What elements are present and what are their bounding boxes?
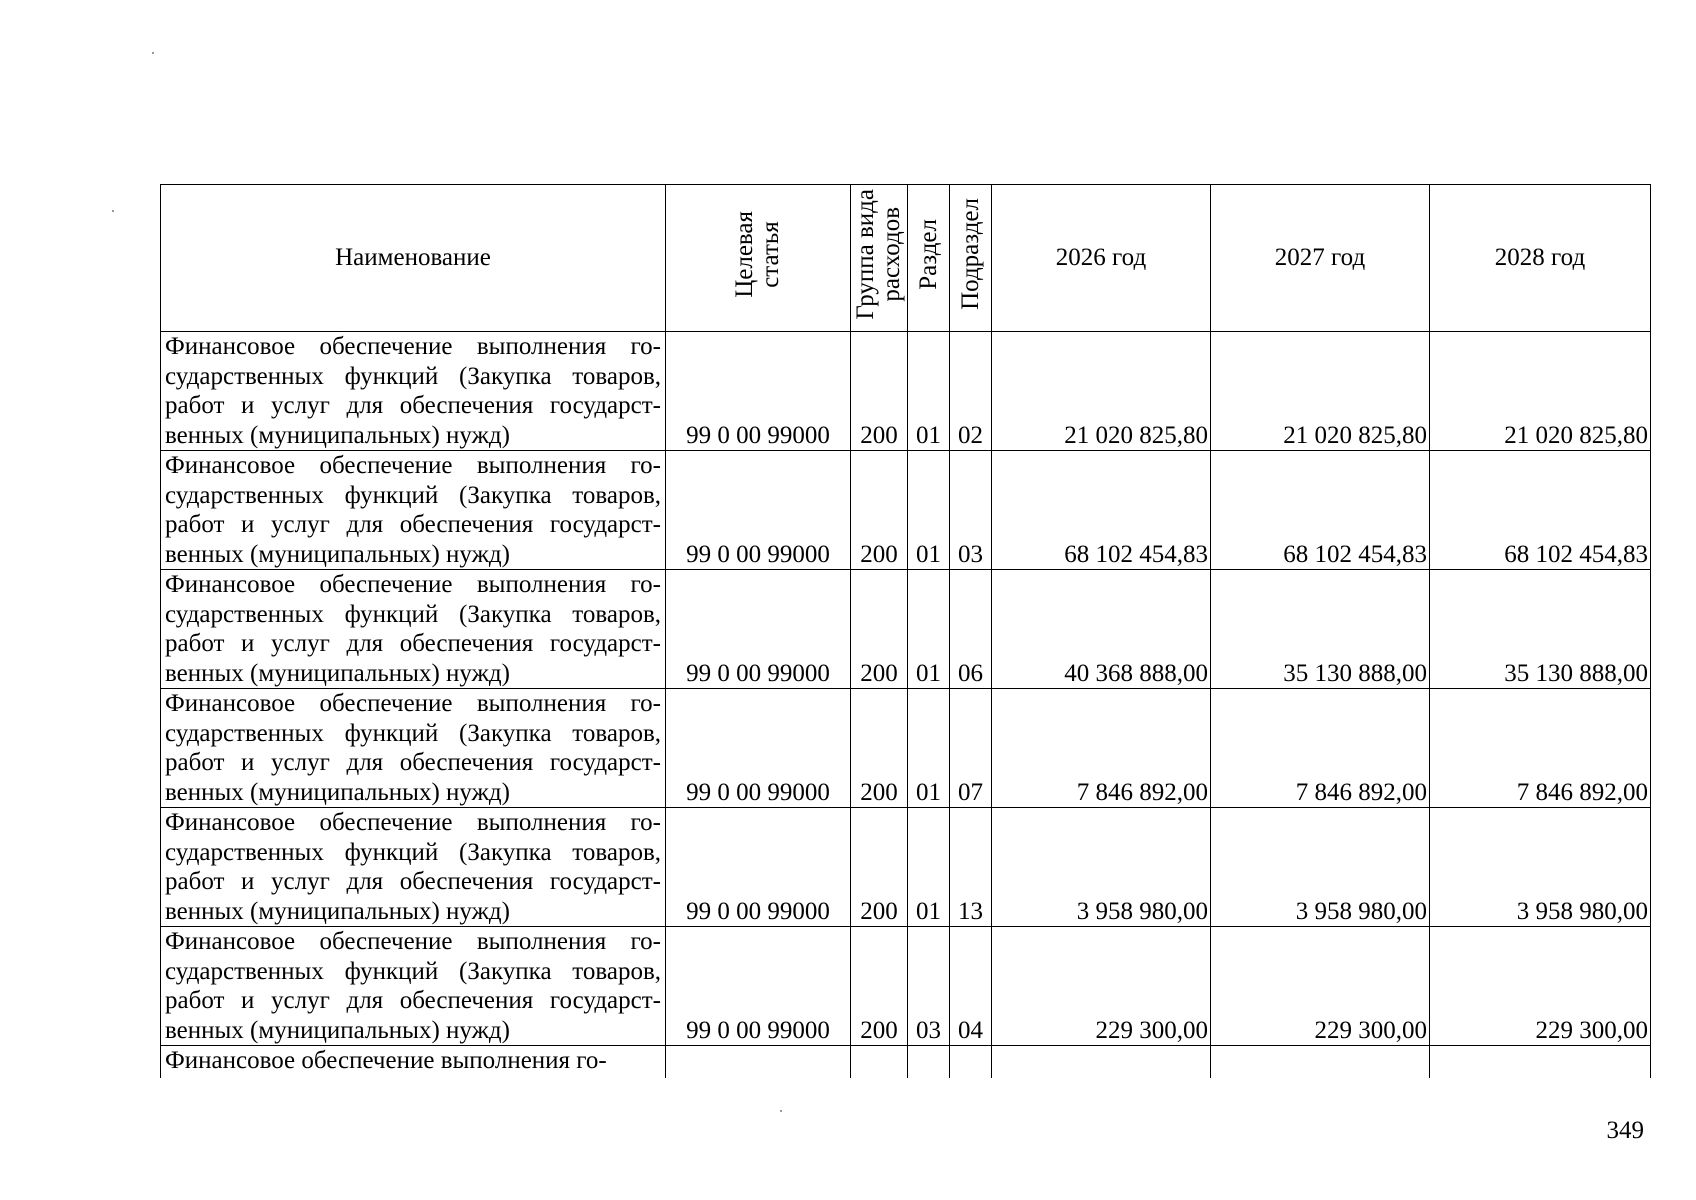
row-section: 03 [908, 927, 950, 1046]
row-expense-group: 200 [851, 927, 908, 1046]
row-amount-2028: 229 300,00 [1430, 927, 1651, 1046]
page-number: 349 [1606, 1117, 1644, 1144]
header-target-article-label: Целевая статья [731, 210, 784, 298]
table-row [161, 570, 1651, 689]
header-section-label: Раздел [914, 218, 942, 290]
table-row [161, 689, 1651, 808]
row-target-article: 99 0 00 99000 [666, 570, 851, 689]
row-section: 01 [908, 451, 950, 570]
row-expense-group: 200 [851, 808, 908, 927]
header-target-article [666, 185, 851, 332]
row-subsection: 13 [950, 808, 992, 927]
row-amount-2028: 35 130 888,00 [1430, 570, 1651, 689]
header-2026: 2026 год [992, 185, 1211, 332]
header-section [908, 185, 950, 332]
row-amount-2026: 21 020 825,80 [992, 332, 1211, 451]
scan-speck [152, 52, 154, 54]
row-subsection: 07 [950, 689, 992, 808]
row-name: Финансовое обеспечение выполнения государственных функций (Закупка товаров, работ и услуг для обеспечения государственных (муниципальных) нужд) [161, 451, 666, 570]
header-subsection [950, 185, 992, 332]
table-row [161, 332, 1651, 451]
row-name: Финансовое обеспечение выполнения государственных функций (Закупка товаров, работ и услуг для обеспечения государственных (муниципальных) нужд) [161, 689, 666, 808]
header-expense-group [851, 185, 908, 332]
table-row [161, 451, 1651, 570]
row-subsection: 03 [950, 451, 992, 570]
row-name: Финансовое обеспечение выполнения государственных функций (Закупка товаров, работ и услуг для обеспечения государственных (муниципальных) нужд) [161, 570, 666, 689]
header-2027: 2027 год [1211, 185, 1430, 332]
row-amount-2028: 7 846 892,00 [1430, 689, 1651, 808]
row-amount-2026: 40 368 888,00 [992, 570, 1211, 689]
row-subsection: 04 [950, 927, 992, 1046]
header-2028: 2028 год [1430, 185, 1651, 332]
row-section: 01 [908, 689, 950, 808]
row-expense-group [851, 1046, 908, 1079]
row-target-article: 99 0 00 99000 [666, 689, 851, 808]
row-target-article: 99 0 00 99000 [666, 808, 851, 927]
table-row-continued [161, 1046, 1651, 1079]
row-target-article: 99 0 00 99000 [666, 451, 851, 570]
row-name: Финансовое обеспечение выполнения государственных функций (Закупка товаров, работ и услуг для обеспечения государственных (муниципальных) нужд) [161, 927, 666, 1046]
row-amount-2026: 68 102 454,83 [992, 451, 1211, 570]
row-expense-group: 200 [851, 332, 908, 451]
row-section: 01 [908, 570, 950, 689]
row-amount-2026: 7 846 892,00 [992, 689, 1211, 808]
row-target-article: 99 0 00 99000 [666, 332, 851, 451]
table-header-row [161, 185, 1651, 332]
row-subsection: 06 [950, 570, 992, 689]
row-subsection: 02 [950, 332, 992, 451]
row-amount-2027: 229 300,00 [1211, 927, 1430, 1046]
row-subsection [950, 1046, 992, 1079]
row-amount-2027 [1211, 1046, 1430, 1079]
row-name: Финансовое обеспечение выполнения государственных функций (Закупка товаров, работ и услуг для обеспечения государственных (муниципальных) нужд) [161, 808, 666, 927]
row-section: 01 [908, 808, 950, 927]
header-name: Наименование [161, 185, 666, 332]
row-expense-group: 200 [851, 570, 908, 689]
table-row [161, 808, 1651, 927]
row-section: 01 [908, 332, 950, 451]
row-amount-2028: 68 102 454,83 [1430, 451, 1651, 570]
row-amount-2026 [992, 1046, 1211, 1079]
header-expense-group-label: Группа вида расходов [852, 188, 905, 320]
row-expense-group: 200 [851, 689, 908, 808]
row-name: Финансовое обеспечение выполнения го- [161, 1046, 666, 1079]
row-amount-2026: 3 958 980,00 [992, 808, 1211, 927]
row-amount-2028 [1430, 1046, 1651, 1079]
row-name: Финансовое обеспечение выполнения государственных функций (Закупка товаров, работ и услуг для обеспечения государственных (муниципальных) нужд) [161, 332, 666, 451]
table-row [161, 927, 1651, 1046]
scan-speck [112, 210, 114, 212]
row-amount-2027: 68 102 454,83 [1211, 451, 1430, 570]
row-amount-2028: 3 958 980,00 [1430, 808, 1651, 927]
header-subsection-label: Подраздел [956, 198, 984, 311]
row-target-article [666, 1046, 851, 1079]
row-amount-2027: 21 020 825,80 [1211, 332, 1430, 451]
row-expense-group: 200 [851, 451, 908, 570]
row-amount-2027: 35 130 888,00 [1211, 570, 1430, 689]
budget-table [160, 184, 1651, 1078]
row-target-article: 99 0 00 99000 [666, 927, 851, 1046]
row-amount-2027: 7 846 892,00 [1211, 689, 1430, 808]
row-amount-2026: 229 300,00 [992, 927, 1211, 1046]
row-amount-2028: 21 020 825,80 [1430, 332, 1651, 451]
row-section [908, 1046, 950, 1079]
scan-speck [780, 1110, 782, 1112]
row-amount-2027: 3 958 980,00 [1211, 808, 1430, 927]
